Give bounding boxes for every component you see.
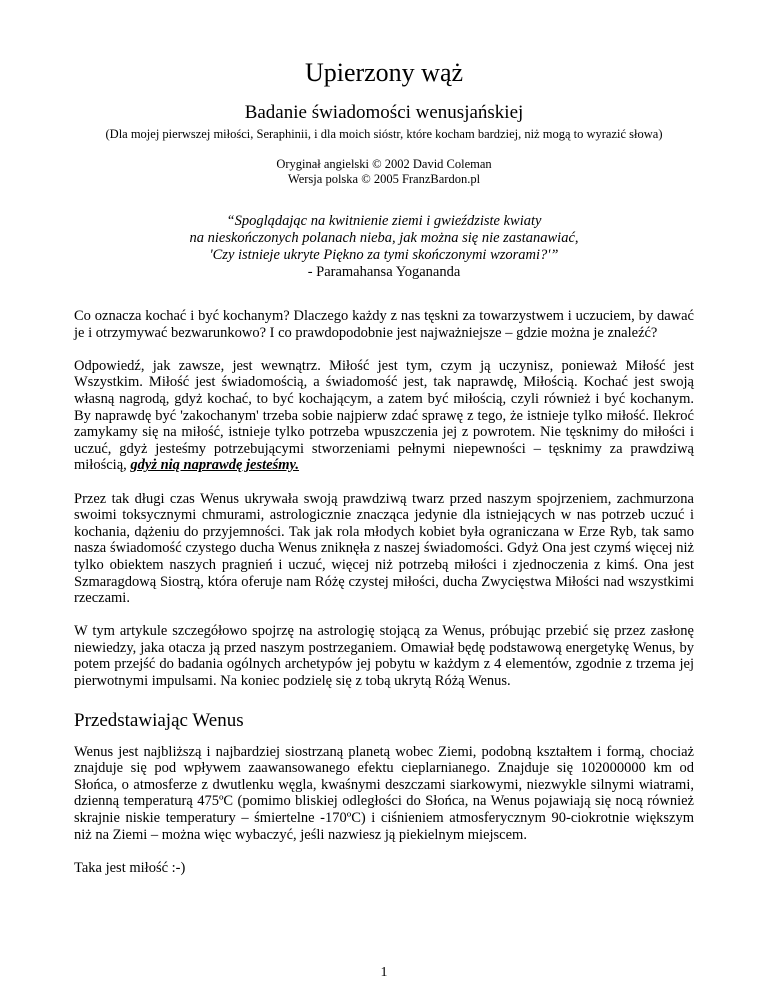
copyright-polish: Wersja polska © 2005 FranzBardon.pl — [287, 172, 481, 186]
document-page — [74, 58, 694, 893]
quote-line-2: na nieskończonych polanach nieba, jak można się nie zastanawiać, — [189, 230, 579, 246]
epigraph-quote — [74, 213, 694, 281]
paragraph-5: Wenus jest najbliższą i najbardziej siostrzaną planetą wobec Ziemi, podobną kształtem i formą, chociaż znajduje się pod wpływem zaawansowanego efektu cieplarnianego. Znajduje się 102000000 km od Słońca, o atmosferze z dwutlenku węgla, kwaśnymi deszczami siarkowymi, niezwykle silnymi wiatrami, dzienną temperaturą 475ºC (pomimo bliskiej odległości do Słońca, na Wenus pojawiają się nocą również skrajnie niskie temperatury – śmiertelne -170ºC) i ciśnieniem atmosferycznym 90-ciokrotnie większym niż na Ziemi – można więc wybaczyć, jeśli nazwiesz ją piekielnym miejscem. — [74, 743, 694, 843]
paragraph-4: W tym artykule szczegółowo spojrzę na astrologię stojącą za Wenus, próbując przebić się przez zasłonę niewiedzy, jaka otacza ją przed naszym postrzeganiem. Omawiał będę podstawową energetykę Wenus, by potem przejść do badania ogólnych archetypów jej pobytu w każdym z 4 elementów, zgodnie z trzema jej pierwotnymi impulsami. Na koniec podzielę się z tobą ukrytą Różą Wenus. — [74, 623, 694, 690]
quote-line-3: 'Czy istnieje ukryte Piękno za tymi skończonymi wzorami?'” — [209, 247, 559, 263]
paragraph-2-emphasis: gdyż nią naprawdę jesteśmy. — [130, 457, 300, 474]
paragraph-2-text: Odpowiedź, jak zawsze, jest wewnątrz. Miłość jest tym, czym ją uczynisz, ponieważ Miłość jest Wszystkim. Miłość jest świadomością, a świadomość jest, tak naprawdę, Miłością. Kochać jest swoją własną nagrodą, gdyż kochać, to być kochającym, a zatem być miłością, czyli również i być kochanym. By naprawdę być 'zakochanym' trzeba sobie najpierw zdać sprawę z tego, że istnieje tylko miłość. Ilekroć zamykamy się na miłość, istnieje tylko potrzeba wpuszczenia jej z powrotem. Nie tęsknimy do miłości i uczuć, gdyż jesteśmy potrzebującymi stworzeniami pełnymi niepewności – tęsknimy za prawdziwą miłością, — [74, 357, 694, 474]
document-subtitle: Badanie świadomości wenusjańskiej — [244, 102, 524, 123]
document-title: Upierzony wąż — [304, 58, 464, 87]
quote-author: - Paramahansa Yogananda — [307, 264, 461, 280]
page-number: 1 — [380, 965, 388, 980]
paragraph-3: Przez tak długi czas Wenus ukrywała swoją prawdziwą twarz przed naszym spojrzeniem, zachmurzona swoimi toksycznymi chmurami, astrologicznie znacząca jedynie dla istniejących w nas potrzeb uczuć i kochania, dążeniu do przyjemności. Tak jak rola młodych kobiet była ograniczana w Erze Ryb, tak samo nasza świadomość czystego ducha Wenus zniknęła z naszej świadomości. Gdyż Ona jest czymś więcej niż tylko obiektem naszych pragnień i uczuć, więcej niż potrzebą miłości i zjednoczenia z kimś. Ona jest Szmaragdową Siostrą, która oferuje nam Różę czystej miłości, ducha Zwycięstwa Miłości nad wszystkimi rzeczami. — [74, 490, 694, 607]
copyright-original: Oryginał angielski © 2002 David Coleman — [276, 157, 492, 171]
paragraph-6: Taka jest miłość :-) — [74, 859, 186, 876]
dedication: (Dla mojej pierwszej miłości, Seraphinii, i dla moich sióstr, które kocham bardziej, niż mogą to wyrazić słowa) — [105, 127, 663, 141]
quote-line-1: “Spoglądając na kwitnienie ziemi i gwieździste kwiaty — [226, 213, 542, 229]
paragraph-1: Co oznacza kochać i być kochanym? Dlaczego każdy z nas tęskni za towarzystwem i uczuciem, by dawać je i otrzymywać bezwarunkowo? I co prawdopodobnie jest najważniejsze – gdzie można je znaleźć? — [74, 308, 694, 341]
section-heading: Przedstawiając Wenus — [74, 709, 244, 731]
paragraph-2 — [74, 358, 694, 474]
copyright-block — [74, 157, 694, 187]
